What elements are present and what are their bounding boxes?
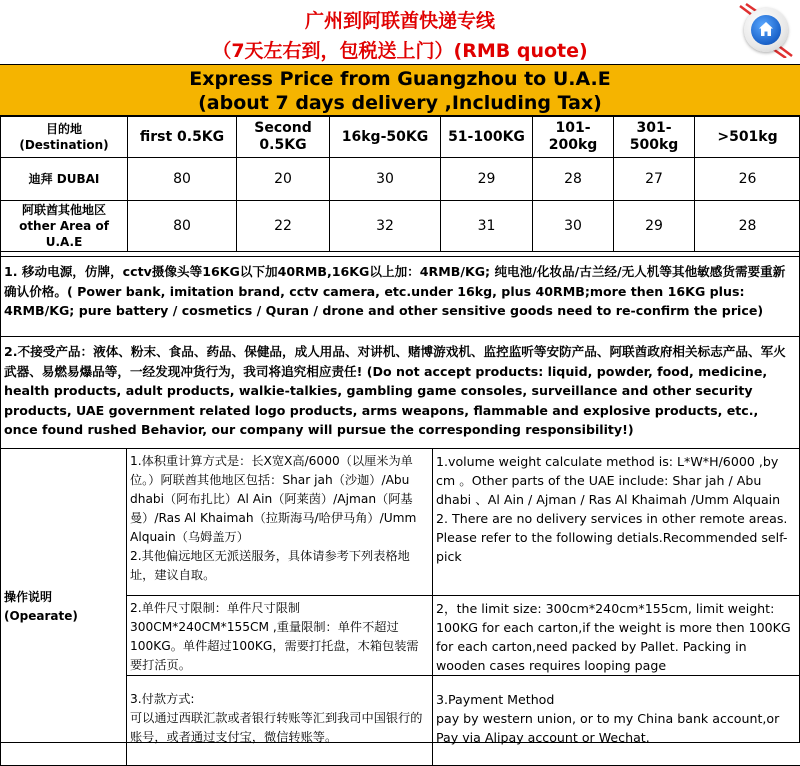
price-cell: 32: [330, 201, 441, 252]
row-label-other-uae: [1, 201, 128, 252]
price-cell: 31: [441, 201, 533, 252]
table-row: [1, 449, 800, 596]
price-cell: 27: [614, 158, 695, 201]
ops-volume-en: 1.volume weight calculate method is: L*W*H/6000 ,by cm 。Other parts of the UAE include: Shar jah / Abu dhabi 、Al Ain / Ajman / Ras Al Khaimah /Umm Alquain 2. There are no delivery services in other remote areas. Please refer to the following detials.Recommended self-pick: [433, 449, 800, 596]
table-row: [1, 201, 800, 252]
header-second-line2: 0.5KG: [237, 137, 329, 154]
chinese-title: [0, 0, 800, 64]
price-cell: 30: [533, 201, 614, 252]
price-cell: 26: [695, 158, 800, 201]
ops-payment-en: 3.Payment Method pay by western union, or to my China bank account,or Pay via Alipay account or Wechat.: [433, 676, 800, 766]
price-cell: 30: [330, 158, 441, 201]
home-icon: [757, 20, 775, 38]
price-cell: 22: [237, 201, 330, 252]
header-301-500: 301-500kg: [614, 117, 695, 158]
banner-line-1: Express Price from Guangzhou to U.A.E: [0, 68, 800, 90]
header-16-50: 16kg-50KG: [330, 117, 441, 158]
header-51-100: 51-100KG: [441, 117, 533, 158]
header-101-200: 101-200kg: [533, 117, 614, 158]
price-cell: 28: [533, 158, 614, 201]
banner-line-2: (about 7 days delivery ,Including Tax): [0, 92, 800, 114]
header-destination-zh: 目的地: [1, 121, 127, 137]
price-cell: 29: [614, 201, 695, 252]
ops-size-limit-zh: 2.单件尺寸限制：单件尺寸限制300CM*240CM*155CM ,重量限制：单件不超过100KG。单件超过100KG，需要打托盘，木箱包装需要打活页。: [127, 596, 433, 676]
ops-volume-zh: 1.体积重计算方式是：长X宽X高/6000（以厘米为单位。）阿联酋其他地区包括：Shar jah（沙迦）/Abu dhabi（阿布扎比）Al Ain（阿莱茵）/Ajman（阿基曼）/Ras Al Khaimah（拉斯海马/哈伊马角）/Umm Alquain（乌姆盖万） 2.其他偏远地区无派送服务，具体请参考下列表格地址，建议自取。: [127, 449, 433, 596]
english-banner: [0, 64, 800, 116]
operations-label: 操作说明(Opearate): [1, 449, 127, 766]
price-table-header: [1, 117, 800, 158]
header-destination: [1, 117, 128, 158]
row-label-dubai: 迪拜 DUBAI: [1, 158, 128, 201]
table-row: [1, 158, 800, 201]
header-501: >501kg: [695, 117, 800, 158]
prohibited-items-note: 2.不接受产品：液体、粉末、食品、药品、保健品，成人用品、对讲机、赌博游戏机、监控监听等安防产品、阿联酋政府相关标志产品、军火武器、易燃易爆品等，一经发现冲货行为，我司将追究相应责任! (Do not accept products: liquid, powder, food, medicine, health products, adult products, walkie-talkies, gambling game consoles, surveillance and other security products, UAE government related logo products, arms weapons, flammable and explosive products, etc., once found rushed Behavior, our company will pursue the corresponding responsibility!): [0, 336, 800, 448]
row-label-other-uae-en: other Area of U.A.E: [1, 218, 127, 250]
price-cell: 20: [237, 158, 330, 201]
ops-payment-zh: 3.付款方式: 可以通过西联汇款或者银行转账等汇到我司中国银行的账号，或者通过支付宝，微信转账等。: [127, 676, 433, 766]
title-line-2: （7天左右到，包税送上门）(RMB quote): [0, 36, 800, 63]
price-cell: 80: [128, 158, 237, 201]
price-cell: 28: [695, 201, 800, 252]
home-button[interactable]: [744, 8, 788, 52]
row-label-other-uae-zh: 阿联酋其他地区: [1, 202, 127, 218]
surcharge-note: 1. 移动电源，仿牌，cctv摄像头等16KG以下加40RMB,16KG以上加：4RMB/KG; 纯电池/化妆品/古兰经/无人机等其他敏感货需要重新确认价格。( Power bank, imitation brand, cctv camera, etc.under 16kg, plus 40RMB;more then 16KG plus: 4RMB/KG; pure battery / cosmetics / Quran / drone and other sensitive goods need to re-confirm the price): [0, 256, 800, 336]
price-cell: 29: [441, 158, 533, 201]
operations-table: [0, 448, 800, 766]
header-second: [237, 117, 330, 158]
price-cell: 80: [128, 201, 237, 252]
header-second-line1: Second: [237, 120, 329, 137]
header-first: first 0.5KG: [128, 117, 237, 158]
price-table: [0, 116, 800, 252]
header-destination-en: (Destination): [1, 137, 127, 153]
ops-size-limit-en: 2，the limit size: 300cm*240cm*155cm, limit weight: 100KG for each carton,if the weight is more then 100KG for each carton,need packed by Pallet. Packing in wooden cases requires looping page: [433, 596, 800, 676]
title-line-1: 广州到阿联酋快递专线: [0, 6, 800, 33]
